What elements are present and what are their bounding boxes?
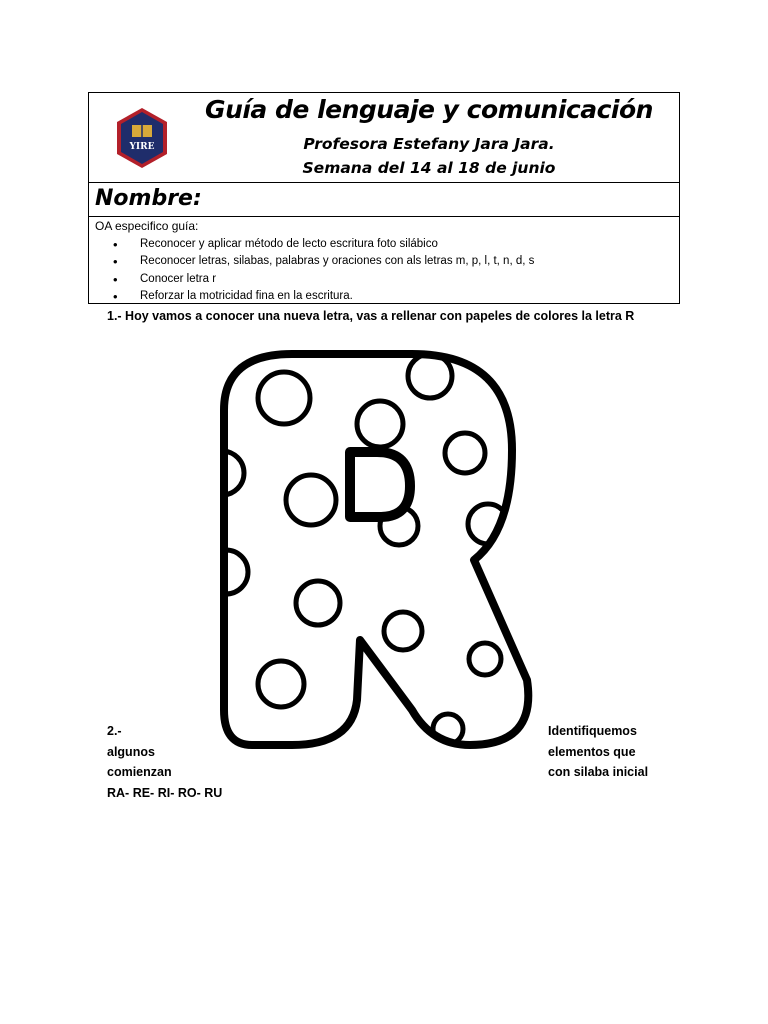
objective-item: • Reforzar la motricidad fina en la escritura. xyxy=(113,288,534,305)
objective-item: • Conocer letra r xyxy=(113,271,534,288)
week-dates: Semana del 14 al 18 de junio xyxy=(302,159,556,177)
activity2-left-line: comienzan xyxy=(107,765,172,779)
objectives-row xyxy=(89,217,679,303)
activity2-left-text xyxy=(107,721,222,803)
activity2-syllables: RA- RE- RI- RO- RU xyxy=(107,785,223,800)
objectives-list xyxy=(113,236,534,305)
activity2-left-line: 2.- xyxy=(107,724,122,738)
activity2-right-line: Identifiquemos xyxy=(548,724,637,738)
school-logo xyxy=(115,107,169,169)
objective-item: • Reconocer y aplicar método de lecto escritura foto silábico xyxy=(113,236,534,253)
letter-r-coloring-image xyxy=(212,340,542,760)
logo-text: YIRE xyxy=(129,142,155,152)
objectives-heading: OA especifico guía: xyxy=(95,219,199,233)
activity2-left-line: algunos xyxy=(107,744,155,759)
title-row xyxy=(89,93,679,183)
activity1-instruction: 1.- Hoy vamos a conocer una nueva letra, vas a rellenar con papeles de colores la letra R xyxy=(107,309,635,323)
name-row xyxy=(89,182,679,217)
activity2-right-line: elementos que xyxy=(548,744,636,759)
page-title: Guía de lenguaje y comunicación xyxy=(205,95,653,124)
activity2-right-text xyxy=(548,721,648,783)
activity2-right-line: con silaba inicial xyxy=(548,765,649,779)
header-table xyxy=(88,92,680,304)
teacher-name: Profesora Estefany Jara Jara. xyxy=(303,135,555,153)
name-label: Nombre: xyxy=(95,186,202,211)
objective-item: • Reconocer letras, silabas, palabras y oraciones con als letras m, p, l, t, n, d, s xyxy=(113,253,534,270)
